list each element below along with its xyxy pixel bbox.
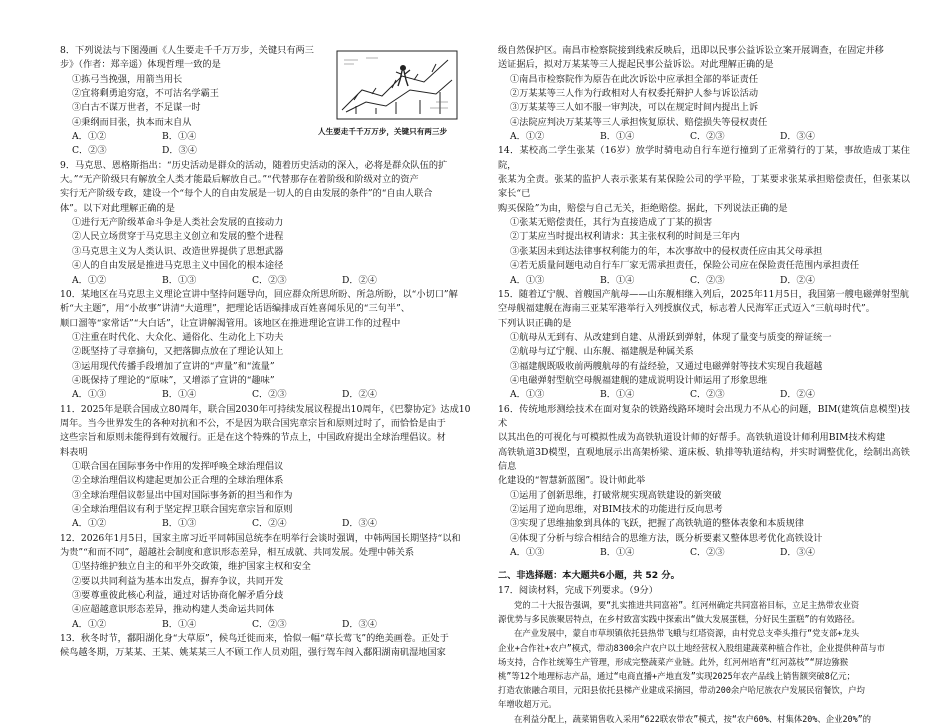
q9-line: 大。”“无产阶级只有解放全人类才能最后解放自己。”“代替那存在着阶级和阶级对立的资产 — [60, 174, 419, 186]
q9-option-3: ③马克思主义为人类认识、改造世界提供了思想武器 — [72, 245, 284, 257]
choice-c: C．②③ — [252, 274, 287, 286]
q13-option-3: ③万某某等三人如不服一审判决，可以在规定时间内提出上诉 — [510, 102, 759, 114]
q10-line: 10．某地区在马克思主义理论宣讲中坚持问题导向，回应群众所思所盼、所急所盼，以“小切口”解 — [60, 288, 458, 300]
q12-option-1: ①坚持维护独立自主的和平外交政策，维护国家主权和安全 — [72, 561, 311, 573]
q16-line: 化建设的“智慧新蓝图”。设计师此举 — [498, 475, 646, 487]
q10-option-2: ②既坚持了寻章摘句，又把落脚点放在了理论认知上 — [72, 346, 284, 358]
q10-option-4: ④既保持了理论的“原味”，又增添了宣讲的“趣味” — [72, 374, 275, 386]
cartoon-caption: 人生要走千千万万步，关键只有两三步 — [318, 127, 448, 136]
q15-line: 15．随着辽宁舰、首艘国产航母——山东舰相继入列后，2025年11月5日，我国第一艘电磁弹射型航 — [498, 288, 909, 300]
q16-line: 以其出色的可视化与可模拟性成为高铁轨道设计师的好帮手。高铁轨道设计师利用BIM技术构建 — [498, 432, 886, 444]
choice-c: C．②③ — [690, 274, 725, 286]
choice-d: D．②④ — [342, 274, 377, 286]
choice-d: D．③④ — [342, 518, 377, 530]
choice-b: B．①④ — [162, 389, 197, 401]
q8-stem-cont: 步》（作者：郑辛遥）体现哲理一致的是 — [60, 59, 221, 71]
choice-a: A．①② — [72, 274, 107, 286]
right-column — [498, 44, 910, 726]
q10-option-3: ③运用现代传播手段增加了宣讲的“声量”和“流量” — [72, 360, 275, 372]
q14-line: 张某为全责。张某的监护人表示张某有某保险公司的学平险，丁某要求张某承担赔偿责任，但张某以家长“已 — [498, 174, 910, 200]
q13-option-1: ①南昌市检察院作为原告在此次诉讼中应承担全部的举证责任 — [510, 73, 759, 85]
question-9 — [60, 159, 472, 288]
part-two — [498, 569, 910, 726]
q16-line: 高铁轨道3D模型，直观地展示出高架桥梁、道床板、轨排等轨道结构，并实时调整优化，绘制出高铁信息 — [498, 446, 910, 472]
material-line: 在产业发展中，蒙自市草坝镇依托县热带飞蛾与红塔资源，由村党总支牵头推行“党支部+龙头 — [514, 628, 860, 639]
question-12 — [60, 532, 472, 632]
q16-option-3: ③实现了思维抽象到具体的飞跃，把握了高铁轨道的整体表象和本质规律 — [510, 518, 804, 530]
choice-d: D．③④ — [162, 145, 197, 157]
q12-line: 为贵”“和而不同”，超越社会制度和意识形态差异，相互成就、共同发展。处理中韩关系 — [60, 547, 415, 559]
choice-b: B．①③ — [162, 274, 197, 286]
q9-line: 9．马克思、恩格斯指出：“历史活动是群众的活动，随着历史活动的深入，必将是群众队伍的扩 — [60, 159, 448, 171]
question-10 — [60, 288, 472, 403]
q13-choices — [498, 130, 910, 144]
q9-option-2: ②人民立场贯穿于马克思主义创立和发展的整个进程 — [72, 231, 284, 243]
q15-option-3: ③福建舰既吸收前两艘航母的有益经验，又通过电磁弹射等技术实现自我超越 — [510, 360, 823, 372]
q16-line: 16．传统地形测绘技术在面对复杂的铁路线路环境时会出现力不从心的问题，BIM(建筑信息模型)技术 — [498, 403, 910, 429]
q14-line: 购买保险”为由，赔偿与自己无关，拒绝赔偿。据此，下列说法正确的是 — [498, 202, 788, 214]
q11-line: 这些宗旨和原则未能得到有效履行。正是在这个特殊的节点上，中国政府提出全球治理倡议。材 — [60, 432, 446, 444]
choice-b: B．①④ — [162, 131, 197, 143]
choice-b: B．①④ — [600, 547, 635, 559]
choice-d: D．②④ — [342, 389, 377, 401]
material-line: 企业+合作社+农户”模式，带动8300余户农户以土地经营权入股组建蔬菜种植合作社，企业提供种苗与市 — [498, 642, 886, 653]
choice-b: B．①④ — [600, 131, 635, 143]
q16-option-4: ④体现了分析与综合相结合的思维方法，既分析要素又整体思考优化高铁设计 — [510, 532, 823, 544]
choice-c: C．②③ — [72, 145, 107, 157]
q9-line: 实行无产阶级专政，建设一个“每个人的自由发展是一切人的自由发展的条件”的“自由人联合 — [60, 188, 433, 200]
q13-option-4: ④法院应判决万某某等三人承担恢复原状、赔偿损失等侵权责任 — [510, 116, 768, 128]
q11-line: 周年。当今世界发生的各种对抗和不公，不是因为联合国宪章宗旨和原则过时了，而恰恰是由于 — [60, 417, 446, 429]
q12-choices — [60, 618, 472, 632]
choice-c: C．②③ — [690, 389, 725, 401]
question-11 — [60, 403, 472, 532]
q12-line: 12．2026年1月5日，国家主席习近平同韩国总统李在明举行会谈时强调，中韩两国长期坚持“以和 — [60, 532, 461, 544]
q17-stem: 17．阅读材料，完成下列要求。（9分） — [498, 584, 658, 596]
q11-line: 料表明 — [60, 446, 88, 458]
choice-a: A．①② — [72, 131, 107, 143]
q10-option-1: ①注重在时代化、大众化、通俗化、生动化上下功夫 — [72, 331, 284, 343]
q8-option-1: ①拣弓当挽强，用箭当用长 — [72, 73, 183, 85]
q16-option-2: ②运用了逆向思维，对BIM技术的功能进行反向思考 — [510, 504, 723, 515]
choice-a: A．①③ — [510, 547, 545, 559]
q14-option-1: ①张某无赔偿责任，其行为直接造成了丁某的损害 — [510, 217, 713, 229]
q8-stem: 8．下列说法与下图漫画《人生要走千千万万步，关键只有两三 — [60, 45, 314, 56]
q10-line: 析“大主题”，用“小故事”讲清“大道理”，把理论话语编排成百姓喜闻乐见的“三句半”、 — [60, 303, 410, 315]
material-line: 年增收超万元。 — [498, 699, 557, 710]
choice-d: D．②④ — [780, 274, 815, 286]
choice-a: A．①③ — [510, 274, 545, 286]
choice-b: B．①③ — [162, 518, 197, 530]
choice-b: B．①④ — [600, 389, 635, 401]
choice-a: A．①③ — [72, 389, 107, 401]
q12-option-2: ②要以共同利益为基本出发点，摒弃争议，共同开发 — [72, 575, 284, 587]
choice-b: B．①④ — [162, 618, 197, 630]
choice-d: D．②④ — [780, 389, 815, 401]
q11-choices — [60, 517, 472, 531]
choice-b: B．①④ — [600, 274, 635, 286]
q15-option-4: ④电磁弹射型航空母舰福建舰的建成说明设计师运用了形象思维 — [510, 374, 768, 386]
q12-option-4: ④应超越意识形态差异，推动构建人类命运共同体 — [72, 604, 275, 616]
question-16 — [498, 403, 910, 561]
q8-choices-2 — [60, 144, 472, 158]
choice-a: A．①② — [510, 131, 545, 143]
choice-c: C．②③ — [690, 131, 725, 143]
material-line: 在利益分配上，蔬菜销售收入采用“622联农带农”模式，按“农户60%、村集体20%、企业20%”的 — [514, 713, 872, 724]
question-15 — [498, 288, 910, 403]
choice-d: D．③④ — [780, 547, 815, 559]
material-line: 场支持，合作社统筹生产管理，形成完整蔬菜产业链。此外，红河州培育“红河荔枝”“屏边猕猴 — [498, 656, 849, 667]
choice-d: D．③④ — [342, 618, 377, 630]
q8-option-3: ③白古不谋万世者，不足谋一时 — [72, 102, 201, 114]
question-13-cont — [498, 44, 910, 144]
q11-option-2: ②全球治理倡议构建起更加公正合理的全球治理体系 — [72, 475, 284, 487]
choice-a: A．①③ — [510, 389, 545, 401]
q15-line: 下列认识正确的是 — [498, 317, 572, 329]
q15-option-2: ②航母与辽宁舰、山东舰、福建舰是种属关系 — [510, 346, 694, 358]
q14-line: 14．某校高二学生张某（16岁）放学时骑电动自行车逆行撞到了正常骑行的丁某，事故造成丁某住院， — [498, 145, 910, 171]
material-line: 党的二十大报告强调，要“扎实推进共同富裕”。红河州确定共同富裕目标，立足主热带农业资 — [514, 600, 860, 611]
q11-option-4: ④全球治理倡议有利于坚定捍卫联合国宪章宗旨和原则 — [72, 504, 293, 515]
q9-option-1: ①进行无产阶级革命斗争是人类社会发展的直接动力 — [72, 217, 284, 229]
choice-a: A．①② — [72, 618, 107, 630]
question-14 — [498, 144, 910, 287]
q9-line: 体”。以下对此理解正确的是 — [60, 202, 175, 214]
section-title: 二、非选择题：本大题共6小题，共 52 分。 — [498, 570, 680, 582]
choice-a: A．①② — [72, 518, 107, 530]
material-line: 桃”等12个地理标志产品，通过“电商直播+产地直发”实现2025年农产品线上销售额突破8亿元； — [498, 671, 855, 682]
q10-choices — [60, 388, 472, 402]
q8-option-2: ②宜将剩勇追穷寇，不可沽名学霸王 — [72, 88, 219, 100]
q9-option-4: ④人的自由发展是推进马克思主义中国化的根本途径 — [72, 260, 284, 272]
material-line: 源优势与多民族聚居特点，在乡村致富实践中探索出“做大发展蛋糕，分好民生蛋糕”的有效路径。 — [498, 614, 860, 625]
q15-line: 空母舰福建舰在海南三亚某军港举行入列授旗仪式，标志着人民海军正式迈入“三航母时代”。 — [498, 303, 875, 315]
q16-choices — [498, 546, 910, 560]
q11-line: 11．2025年是联合国成立80周年，联合国2030年可持续发展议程提出10周年，《巴黎协定》达成10 — [60, 403, 471, 415]
cartoon-illustration — [336, 50, 458, 120]
q13-option-2: ②万某某等三人作为行政相对人有权委托辩护人参与诉讼活动 — [510, 88, 759, 100]
q14-option-3: ③张某因未到达法律事权利能力的年，本次事故中的侵权责任应由其父母承担 — [510, 245, 823, 257]
choice-c: C．②③ — [252, 389, 287, 401]
q14-choices — [498, 274, 910, 288]
choice-c: C．②③ — [252, 618, 287, 630]
q15-choices — [498, 388, 910, 402]
choice-c: C．②④ — [252, 518, 287, 530]
q13-line: 级自然保护区。南昌市检察院接到线索反映后，迅即以民事公益诉讼立案开展调查，在固定并移 — [498, 45, 884, 56]
q13-line: 候鸟越冬期，万某某、王某、姚某某三人不顾工作人员劝阻，强行驾车闯入鄱阳湖南矶湿地国家 — [60, 647, 446, 659]
q8-option-4: ④秉纲而目张，执本而末自从 — [72, 116, 192, 128]
q15-option-1: ①航母从无到有、从改建到自建、从滑跃到弹射，体现了量变与质变的辩证统一 — [510, 331, 832, 343]
q14-option-2: ②丁某应当时提出权利请求：其主张权利的时间是三年内 — [510, 231, 740, 243]
q13-line: 送证据后，拟对万某某等三人提起民事公益诉讼。对此理解正确的是 — [498, 59, 774, 71]
q10-line: 顺口溜等“家常话”“大白话”，让宣讲解渴管用。该地区在推进理论宣讲工作的过程中 — [60, 317, 401, 329]
choice-d: D．③④ — [780, 131, 815, 143]
q9-choices — [60, 274, 472, 288]
q16-option-1: ①运用了创新思维，打破常规实现高铁建设的新突破 — [510, 489, 722, 501]
q14-option-4: ④若无质量问题电动自行车厂家无需承担责任，保险公司应在保险责任范围内承担责任 — [510, 260, 860, 272]
q13-line: 13．秋冬时节，鄱阳湖化身“大草原”，候鸟迁徙而来，恰似一幅“草长莺飞”的绝美画卷。正处于 — [60, 633, 449, 645]
choice-c: C．②③ — [690, 547, 725, 559]
q11-option-3: ③全球治理倡议彰显出中国对国际事务新的担当和作为 — [72, 489, 293, 501]
question-13 — [60, 632, 472, 661]
q12-option-3: ③要尊重彼此核心利益，通过对话协商化解矛盾分歧 — [72, 590, 284, 602]
material-line: 打造农旅融合项目，元阳县依托县梯产业建成采摘园，带动200余户哈尼族农户发展民宿餐饮，户均 — [498, 685, 865, 696]
q11-option-1: ①联合国在国际事务中作用的发挥呼唤全球治理倡议 — [72, 460, 284, 472]
